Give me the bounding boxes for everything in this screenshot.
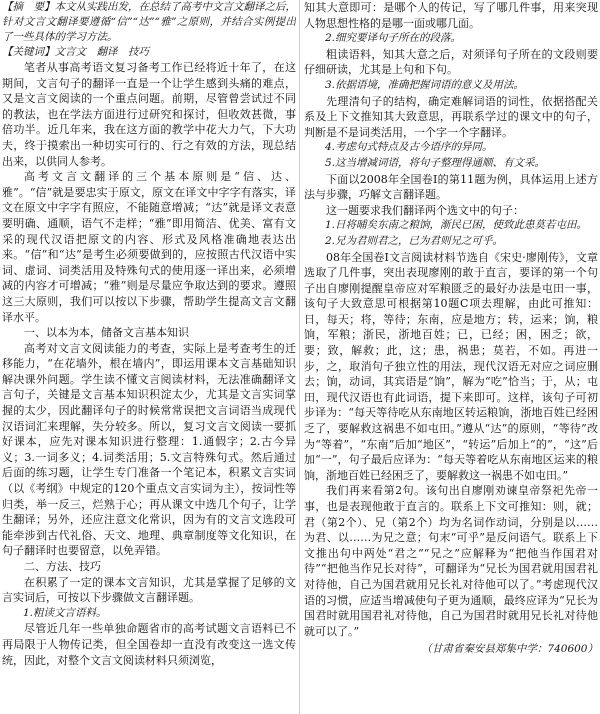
body-paragraph: 知其大意即可：是哪个人的传记，写了哪几件事，用来突现人物思想性格的是哪一面或哪几面。 (304, 1, 598, 30)
keywords-line: 【关键词】文言文 翻译 技巧 (2, 46, 149, 58)
body-paragraph: 08年全国卷Ⅰ文言阅读材料节选自《宋史·廖刚传》，文章选取了几件事，突出表现廖刚的敢于直言，要译的第一个句子出自廖刚提醒皇帝应对军粮匮乏的最好办法是屯田一事，该句子大致意思可根据第10题C项去理解，由此可推知：日，每天；将，等待；东南，应是地方；转，运来；饷，粮饷，军粮；浙民，浙地百姓；已，已经；困，困乏；欲，要；致，解救；此，这；患，祸患；莫若，不如。再进一步，之，取消句子独立性的用法，现代汉语无对应之词应删去；饷，动词，其宾语是“饷”，解为“吃”恰当；于，从；屯田，现代汉语也有此词语，提下来即可。这样，该句子可初步译为：“每天等待吃从东南地区转运粮饷，浙地百姓已经困乏了，要解救这祸患不如屯田。”遵从“达”的原则，“等待”改为“等着”，“东南”后加“地区”，“转运”后加上“的”，“这”后加“一”，句子最后应译为：“每天等着吃从东南地区运来的粮饷，浙地百姓已经困乏了，要解救这一祸患不如屯田。” (304, 250, 598, 482)
author-affiliation: （甘肃省秦安县郑集中学：740600） (421, 643, 598, 656)
body-paragraph: 高考文言文翻译的三个基本原则是“信、达、雅”。“信”就是要忠实于原文，原文在译文中字字有落实，译文在原文中字字有照应，不能随意增减；“达”就是译文表意要明确、通顺，语气不走样；“雅”即用简洁、优美、富有文采的现代汉语把原文的内容、形式及风格准确地表达出来。“信”和“达”是考生必须要做到的，应按照古代汉语中实词、虚词、词类活用及特殊句式的使用逐一译出来，必须增减的内容才可增减；“雅”则是尽量应争取达到的要求。遵照这三大原则，我们可以按以下步骤，帮助学生提高文言文翻译水平。 (2, 170, 296, 324)
body-paragraph: 尽管近几年一些单独命题省市的高考试题文言语料已不再局限于人物传记类，但全国卷却一直没有改变这一选文传统，因此，对整个文言文阅读材料只须浏览， (2, 622, 296, 667)
body-paragraph: 在积累了一定的课本文言知识，尤其是掌握了足够的文言实词后，可按以下步骤做文言翻译题。 (2, 575, 296, 605)
body-paragraph: 高考对文言文阅读能力的考查，实际上是考查考生的迁移能力，“在花墙外，根在墙内”，即运用课本文言基础知识解决课外问题。学生读不懂文言阅读材料，无法准确翻译文言句子，关键是文言基本知识积淀太少，尤其是文言实词掌握的太少，因此翻译句子的时候常常误把文言词语当成现代汉语词汇来理解，失分较多。所以，复习文言文阅读一要抓好课本，应先对课本知识进行整理：1.通假字；2.古今异义；3.一词多义；4.词类活用；5.文言特殊句式。然后通过后面的练习题，让学生专门准备一个笔记本，积累文言实词（以《考纲》中规定的120个重点文言实词为主），按词性等归类，举一反三，烂熟于心；再从课文中选几个句子，让学生翻译；另外，还应注意文化常识，因为有的文言文选段可能牵涉到古代礼俗、天文、地理、典章制度等文化知识，在句子翻译时也要留意，以免弄错。 (2, 341, 296, 558)
body-paragraph: 粗读语料，知其大意之后，对须译句子所在的文段则要仔细研读，尤其是上句和下句。 (304, 47, 598, 77)
section-heading: 一、以本为本，储备文言基本知识 (24, 326, 189, 340)
left-column (2, 0, 296, 714)
column-divider (299, 0, 300, 714)
body-paragraph: 这一题要求我们翻译两个选文中的句子： (326, 203, 524, 217)
body-paragraph: 先理清句子的结构，确定难解词语的词性，依据搭配关系及上下文推知其大致意思，再联系学过的课文中的句子，判断是不是词类活用，一个字一个字翻译。 (304, 94, 598, 139)
exam-question: 2.兄为君则君之，已为君则兄之可乎。 (325, 234, 504, 247)
sub-heading: 1.粗读文言语料。 (23, 606, 107, 619)
right-column (304, 0, 598, 714)
body-paragraph: 我们再来看第2句。该句出自廖刚劝谏皇帝祭祀先帝一事，也是表现他敢于直言的。联系上下文可推知：则，就；君（第2个）、兄（第2个）均为名词作动词，分别是以……为君、以……为兄之意；句末“可乎”是反问语气。联系上下文推出句中两处“君之”“兄之”应解释为“把他当作国君对待”“把他当作兄长对待”，可翻译为“兄长为国君就用国君礼对待他，自己为国君就用兄长礼对待他可以了。”考虑现代汉语的习惯，应适当增减使句子更为通顺，最终应译为“兄长为国君时就用国君礼对待他，自己为国君时就用兄长礼对待他就可以了。” (304, 484, 598, 638)
exam-question: 1.日将晡矣东南之粮饷，渐民已困，使致此患莫若屯田。 (325, 219, 588, 232)
sub-heading: 4.考虑句式特点及古今语序的异同。 (325, 141, 493, 154)
body-paragraph: 下面以2008年全国卷Ⅰ的第11题为例，具体运用上述方法与步骤，巧解文言翻译题。 (304, 172, 598, 202)
body-paragraph: 笔者从事高考语文复习备考工作已经将近十年了，在这期间，文言句子的翻译一直是一个让学生感到头痛的难点，又是文言文阅读的一个重点问题。前期，尽管曾尝试过不同的教法，也在学法方面进行过研究和探讨，但收效甚微，事倍功半。近几年来，我在这方面的教学中花大力气，下大功夫，终于摸索出一种切实可行的、行之有效的方法，现总结出来，以供同人参考。 (2, 61, 296, 168)
sub-heading: 2.细究要译句子所在的段落。 (325, 32, 462, 45)
sub-heading: 5.这当增减词语，将句子整理得通顺、有文采。 (325, 156, 546, 169)
abstract-paragraph: 【摘 要】本文从实践出发，在总结了高考中文言文翻译之后，针对文言文翻译要遵循“信”“达”“雅”之原则，并结合实例提出了一些具体的学习方法。 (2, 1, 296, 43)
sub-heading: 3.依据语境，准确把握词语的意义及用法。 (325, 78, 525, 91)
section-heading: 二、方法、技巧 (24, 560, 101, 573)
